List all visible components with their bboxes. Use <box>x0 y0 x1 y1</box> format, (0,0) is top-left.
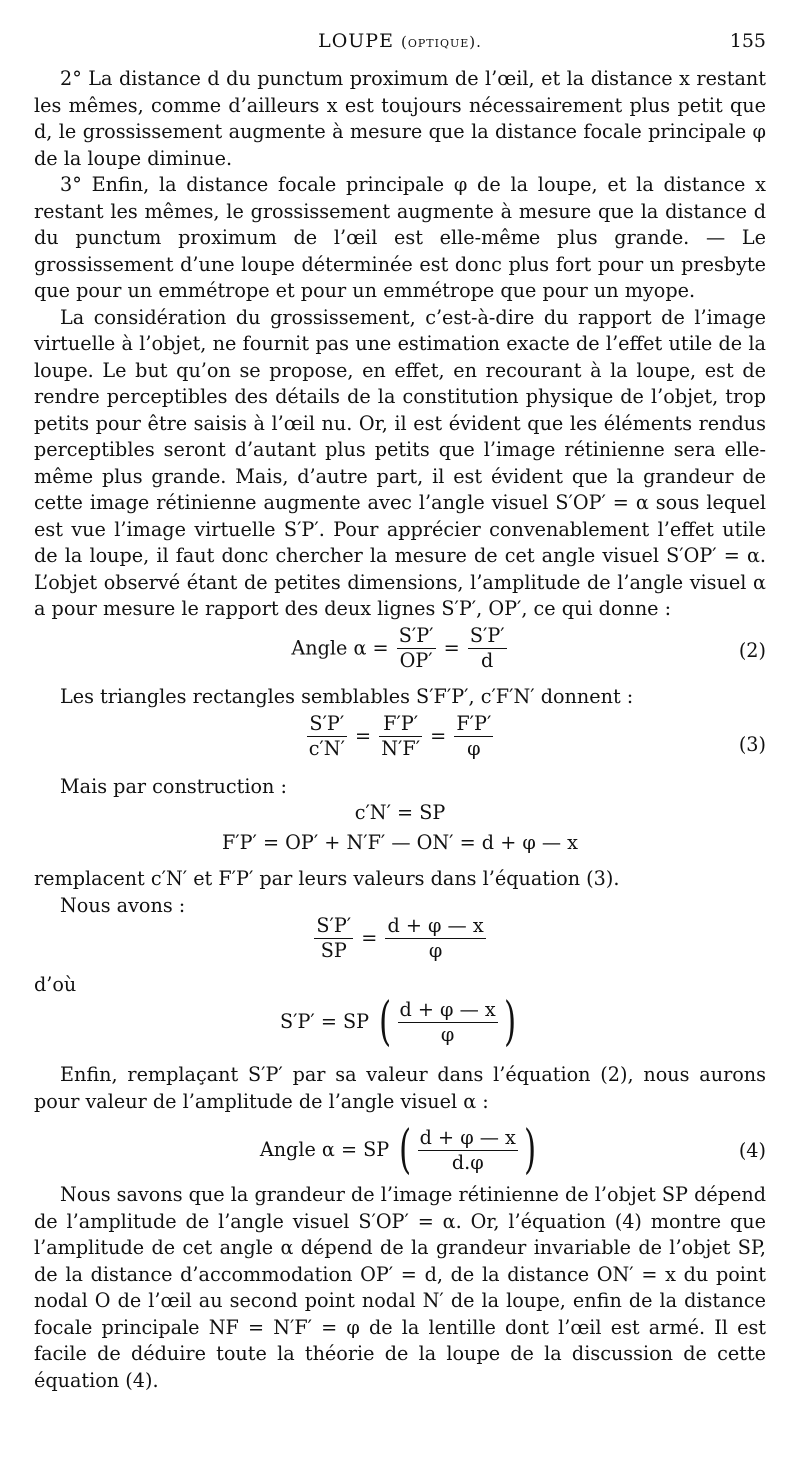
fraction-numerator: d + φ — x <box>399 997 496 1021</box>
fraction-denominator: φ <box>467 737 481 760</box>
fraction-numerator: d + φ — x <box>419 1125 516 1149</box>
paragraph-dou: d’où <box>34 973 77 996</box>
paragraph-point-3: 3° Enfin, la distance focale principale φ de la loupe, et la distance x restant les mêmes, le grossissement augmente à mesure que la distance d du punctum proximum de l’œil est elle-même plus grande. — Le grossissement d’une loupe déterminée est donc plus fort pour un presbyte que pour un emmétrope et pour un emmétrope que pour un myope. <box>34 173 766 302</box>
text-dou <box>34 972 766 999</box>
equation-3-fraction-3 <box>454 712 493 761</box>
equals-sign: = <box>355 724 372 748</box>
equation-construction-1-body: c′N′ = SP <box>354 801 446 824</box>
close-parenthesis: ) <box>503 992 516 1052</box>
equation-ratio-body <box>34 914 766 963</box>
fraction-numerator: S′P′ <box>398 624 434 647</box>
equation-4-label: Angle α = SP <box>259 1137 390 1161</box>
fraction-numerator: d + φ — x <box>387 914 484 937</box>
fraction-numerator: S′P′ <box>316 914 352 937</box>
equation-2 <box>34 624 766 684</box>
equation-4 <box>34 1120 766 1184</box>
equation-number: (4) <box>738 1139 766 1162</box>
equation-3-body <box>34 712 766 761</box>
text-replace <box>34 866 766 919</box>
equation-ratio-fraction-right <box>385 914 485 963</box>
text-final <box>34 1182 766 1394</box>
equation-4-body <box>34 1120 766 1180</box>
fraction-denominator: d <box>481 649 494 672</box>
close-parenthesis: ) <box>523 1120 537 1180</box>
running-title-main: LOUPE <box>318 30 394 52</box>
fraction-denominator: c′N′ <box>308 737 345 760</box>
equation-sp-prime-body <box>34 992 766 1052</box>
paragraph-point-2: 2° La distance d du punctum proximum de l’œil, et la distance x restant les mêmes, comme d’ailleurs x est toujours nécessairement plus petit que d, le grossissement augmente à mesure que la distance focale principale φ de la loupe diminue. <box>34 67 766 170</box>
paragraph-final: Nous savons que la grandeur de l’image rétinienne de l’objet SP dépend de l’amplitude de l’angle visuel S′OP′ = α. Or, l’équation (4) montre que l’amplitude de cet angle α dépend de la grandeur invariable de l’objet SP, de la distance d’accommodation OP′ = d, de la distance ON′ = x du point nodal O de l’œil au second point nodal N′ de la loupe, enfin de la distance focale principale NF = N′F′ = φ de la lentille dont l’œil est armé. Il est facile de déduire toute la théorie de la loupe de la discussion de cette équation (4). <box>34 1183 766 1392</box>
running-header <box>34 28 766 58</box>
paragraph-replace: remplacent c′N′ et F′P′ par leurs valeurs dans l’équation (3). <box>34 867 620 890</box>
fraction-denominator: φ <box>428 939 443 962</box>
equation-2-body <box>34 624 766 673</box>
text-enfin <box>34 1062 766 1115</box>
text-block-1 <box>34 66 766 623</box>
fraction-denominator: OP′ <box>399 649 433 672</box>
equation-sp-prime <box>34 992 766 1056</box>
paragraph-triangles: Les triangles rectangles semblables S′F′P′, c′F′N′ donnent : <box>60 685 634 708</box>
equation-2-label: Angle α = <box>291 636 389 660</box>
equation-3-fraction-2 <box>379 712 422 761</box>
fraction-numerator: S′P′ <box>307 712 347 737</box>
fraction-numerator: S′P′ <box>469 624 505 647</box>
equation-number: (3) <box>738 733 766 756</box>
equation-ratio <box>34 914 766 974</box>
fraction-numerator: F′P′ <box>379 712 422 737</box>
equation-sp-prime-fraction <box>398 998 498 1047</box>
paragraph-enfin: Enfin, remplaçant S′P′ par sa valeur dans l’équation (2), nous aurons pour valeur de l’amplitude de l’angle visuel α : <box>34 1063 766 1113</box>
equals-sign: = <box>430 724 447 748</box>
fraction-denominator: φ <box>440 1022 455 1046</box>
paragraph-construction: Mais par construction : <box>60 775 287 798</box>
equals-sign: = <box>361 926 378 950</box>
equation-2-fraction-1 <box>397 624 436 673</box>
open-parenthesis: ( <box>379 992 392 1052</box>
text-triangles <box>34 684 766 711</box>
running-title <box>34 28 766 56</box>
equation-ratio-fraction-left <box>314 914 353 963</box>
equation-sp-prime-label: S′P′ = SP <box>279 1009 370 1033</box>
fraction-denominator: N′F′ <box>381 737 421 760</box>
equation-3-fraction-1 <box>307 712 347 761</box>
page-number: 155 <box>729 30 766 52</box>
equation-construction-2 <box>34 830 766 858</box>
open-parenthesis: ( <box>399 1120 412 1180</box>
equals-sign: = <box>443 636 460 660</box>
equation-number: (2) <box>738 639 766 662</box>
fraction-denominator: d.φ <box>451 1150 484 1174</box>
paragraph-nous-avons: Nous avons : <box>60 893 186 917</box>
fraction-denominator: SP <box>320 939 347 962</box>
equation-construction-1 <box>34 800 766 828</box>
paragraph-angle-visuel: La considération du grossissement, c’est-à-dire du rapport de l’image virtuelle à l’objet, ne fournit pas une estimation exacte de l’effet utile de la loupe. Le but qu’on se propose, en effet, en recourant à la loupe, est de rendre perceptibles des détails de la constitution physique de l’objet, trop petits pour être saisis à l’œil nu. Or, il est évident que les éléments rendus perceptibles seront d’autant plus petits que l’image rétinienne sera elle-même plus grande. Mais, d’autre part, il est évident que la grandeur de cette image rétinienne augmente avec l’angle visuel S′OP′ = α sous lequel est vue l’image virtuelle S′P′. Pour apprécier convenablement l’effet utile de la loupe, il faut donc chercher la mesure de cet angle visuel S′OP′ = α. L’objet observé étant de petites dimensions, l’amplitude de l’angle visuel α a pour mesure le rapport des deux lignes S′P′, OP′, ce qui donne : <box>34 305 766 620</box>
equation-3 <box>34 712 766 772</box>
equation-2-fraction-2 <box>468 624 507 673</box>
fraction-numerator: F′P′ <box>456 712 492 735</box>
equation-4-fraction <box>418 1126 518 1175</box>
equation-construction-2-body: F′P′ = OP′ + N′F′ — ON′ = d + φ — x <box>221 831 579 854</box>
running-title-sub: (optique). <box>401 33 482 51</box>
text-construction <box>34 774 766 801</box>
